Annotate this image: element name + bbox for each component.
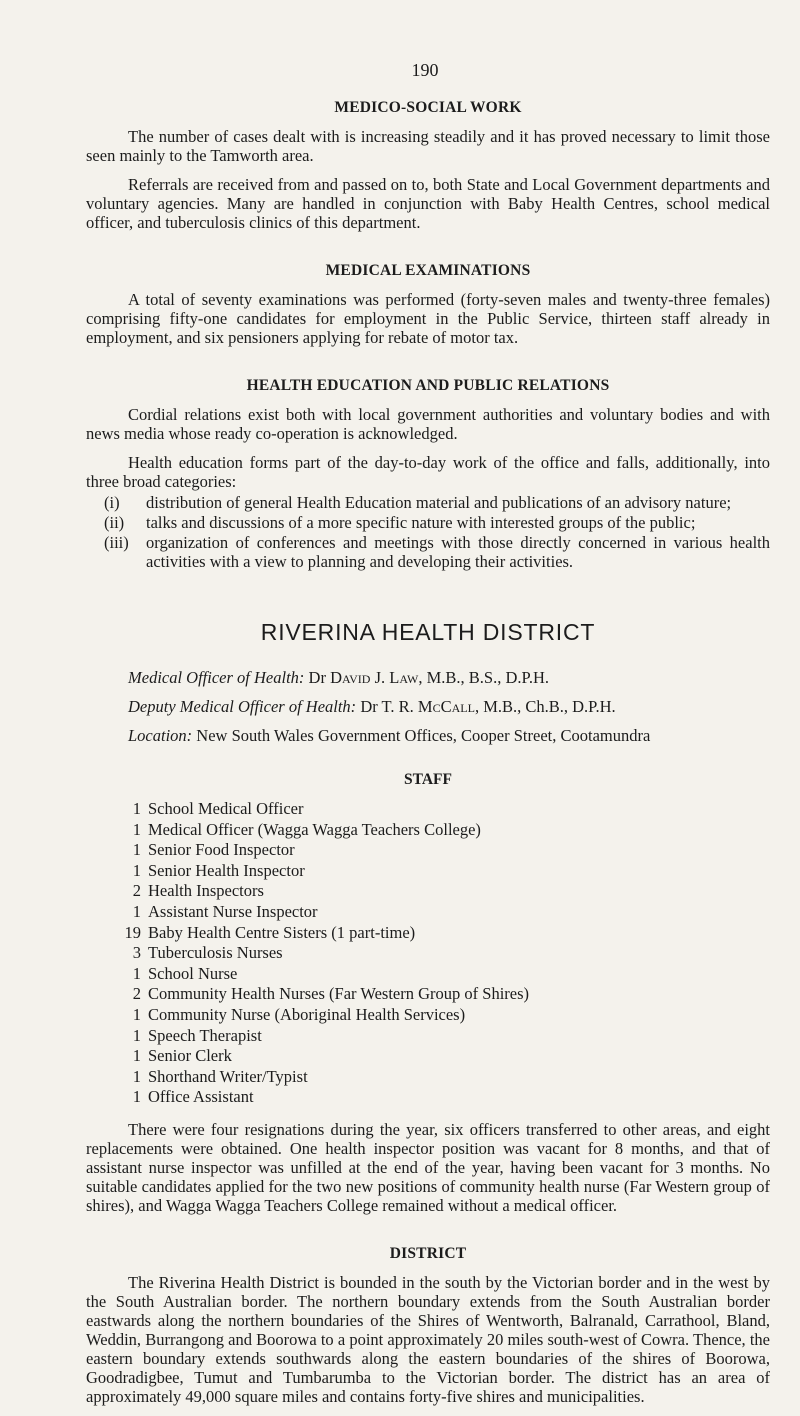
- staff-item: [86, 984, 770, 1005]
- list-item-number: (ii): [104, 513, 125, 532]
- list-item-text: organization of conferences and meetings with those directly concerned in various health activities with a view to planning and developing their activities.: [146, 533, 770, 571]
- staff-title: Shorthand Writer/Typist: [148, 1066, 308, 1086]
- staff-title: Health Inspectors: [148, 881, 264, 901]
- staff-count: 1: [132, 1066, 141, 1086]
- paragraph: Health education forms part of the day-to-day work of the office and falls, additionally, into three broad categories:: [86, 453, 770, 491]
- paragraph: Cordial relations exist both with local government authorities and voluntary bodies and with news media whose ready co-operation is acknowledged.: [86, 405, 770, 443]
- staff-count: 1: [132, 1004, 141, 1024]
- role-label: Medical Officer of Health:: [128, 668, 305, 687]
- staff-title: Assistant Nurse Inspector: [148, 901, 318, 921]
- staff-count: 1: [132, 860, 141, 880]
- paragraph: The Riverina Health District is bounded in the south by the Victorian border and in the west by the South Australian border. The northern boundary extends from the South Australian border eastwards along the northern boundaries of the Shires of Wentworth, Balranald, Carrathool, Bland, Weddin, Burrangong and Boorowa to a point approximately 20 miles south-west of Cowra. Thence, the eastern boundary extends southwards along the eastern boundaries of the shires of Boorowa, Goodradigbee, Tumut and Tumbarumba to the Victorian border. The district has an area of approximately 49,000 square miles and contains forty-five shires and municipalities.: [86, 1272, 770, 1406]
- section-heading-district: DISTRICT: [389, 1244, 467, 1262]
- staff-count: 1: [132, 819, 141, 839]
- staff-count: 1: [132, 901, 141, 921]
- staff-count: 19: [124, 922, 141, 942]
- staff-item: [86, 1026, 770, 1047]
- categories-list: [86, 493, 770, 571]
- staff-item: [86, 1005, 770, 1026]
- staff-title: Senior Food Inspector: [148, 840, 295, 860]
- officers-block: [86, 668, 770, 745]
- staff-count: 1: [132, 799, 141, 818]
- staff-count: 1: [132, 1087, 141, 1107]
- staff-title: Senior Clerk: [148, 1046, 232, 1066]
- staff-item: [86, 881, 770, 902]
- list-item: [86, 493, 770, 512]
- staff-title: Community Nurse (Aboriginal Health Services): [148, 1004, 466, 1024]
- document-page: [86, 60, 770, 1416]
- staff-count: 1: [132, 963, 141, 983]
- page-number: 190: [411, 60, 439, 80]
- staff-item: [86, 840, 770, 861]
- location-line: [128, 726, 770, 745]
- staff-title: Community Health Nurses (Far Western Group of Shires): [148, 984, 530, 1004]
- name-prefix: Dr T. R.: [360, 697, 418, 716]
- staff-count: 1: [132, 1046, 141, 1066]
- list-item-text: talks and discussions of a more specific nature with interested groups of the public;: [146, 513, 696, 532]
- staff-title: Senior Health Inspector: [148, 860, 305, 880]
- section-heading-medico-social: MEDICO-SOCIAL WORK: [334, 99, 522, 116]
- staff-item: [86, 1046, 770, 1067]
- staff-count: 2: [132, 881, 141, 901]
- list-item-number: (i): [104, 493, 120, 512]
- section-heading-staff: STAFF: [404, 771, 452, 788]
- staff-title: Speech Therapist: [148, 1025, 262, 1045]
- paragraph: There were four resignations during the year, six officers transferred to other areas, and eight replacements were obtained. One health inspector position was vacant for 8 months, and that of assistant nurse inspector was unfilled at the end of the year, having been vacant for 3 months. No suitable candidates applied for the two new positions of community health nurse (Far Western group of shires), and Wagga Wagga Teachers College remained without a medical officer.: [86, 1119, 770, 1215]
- deputy-officer-line: [128, 697, 770, 716]
- list-item: [86, 513, 770, 532]
- staff-item: [86, 799, 770, 820]
- staff-title: Baby Health Centre Sisters (1 part-time): [148, 922, 416, 942]
- staff-title: Office Assistant: [148, 1087, 254, 1107]
- staff-item: [86, 1067, 770, 1088]
- section-heading-medical-examinations: MEDICAL EXAMINATIONS: [325, 262, 531, 279]
- staff-item: [86, 1087, 770, 1108]
- location-text: New South Wales Government Offices, Cooper Street, Cootamundra: [192, 726, 651, 745]
- staff-item: [86, 923, 770, 944]
- officer-name: David J. Law: [330, 668, 419, 687]
- staff-title: Medical Officer (Wagga Wagga Teachers College): [148, 819, 481, 839]
- name-prefix: Dr: [308, 668, 331, 687]
- staff-item: [86, 861, 770, 882]
- staff-title: Tuberculosis Nurses: [148, 943, 283, 963]
- qualifications: , M.B., B.S., D.P.H.: [418, 668, 550, 687]
- paragraph: The number of cases dealt with is increasing steadily and it has proved necessary to limit those seen mainly to the Tamworth area.: [86, 127, 770, 165]
- qualifications: , M.B., Ch.B., D.P.H.: [474, 697, 616, 716]
- staff-item: [86, 820, 770, 841]
- staff-item: [86, 902, 770, 923]
- role-label: Location:: [128, 726, 193, 745]
- section-heading-health-education: HEALTH EDUCATION AND PUBLIC RELATIONS: [246, 377, 610, 394]
- medical-officer-line: [128, 668, 770, 687]
- list-item: [86, 533, 770, 571]
- paragraph: Referrals are received from and passed on to, both State and Local Government departments and voluntary agencies. Many are handled in conjunction with Baby Health Centres, school medical officer, and tuberculosis clinics of this department.: [86, 175, 770, 232]
- staff-title: School Nurse: [148, 963, 238, 983]
- staff-count: 3: [132, 943, 141, 963]
- list-item-number: (iii): [104, 533, 129, 552]
- staff-count: 1: [132, 1025, 141, 1045]
- officer-name: McCall: [417, 697, 475, 716]
- staff-title: School Medical Officer: [148, 799, 304, 818]
- staff-list: [86, 799, 770, 1108]
- staff-item: [86, 943, 770, 964]
- paragraph: A total of seventy examinations was performed (forty-seven males and twenty-three females) comprising fifty-one candidates for employment in the Public Service, thirteen staff already in employment, and six pensioners applying for rebate of motor tax.: [86, 290, 770, 347]
- staff-item: [86, 964, 770, 985]
- role-label: Deputy Medical Officer of Health:: [128, 697, 357, 716]
- district-title: RIVERINA HEALTH DISTRICT: [260, 619, 596, 645]
- staff-count: 1: [132, 840, 141, 860]
- staff-count: 2: [132, 984, 141, 1004]
- list-item-text: distribution of general Health Education material and publications of an advisory nature;: [146, 493, 732, 512]
